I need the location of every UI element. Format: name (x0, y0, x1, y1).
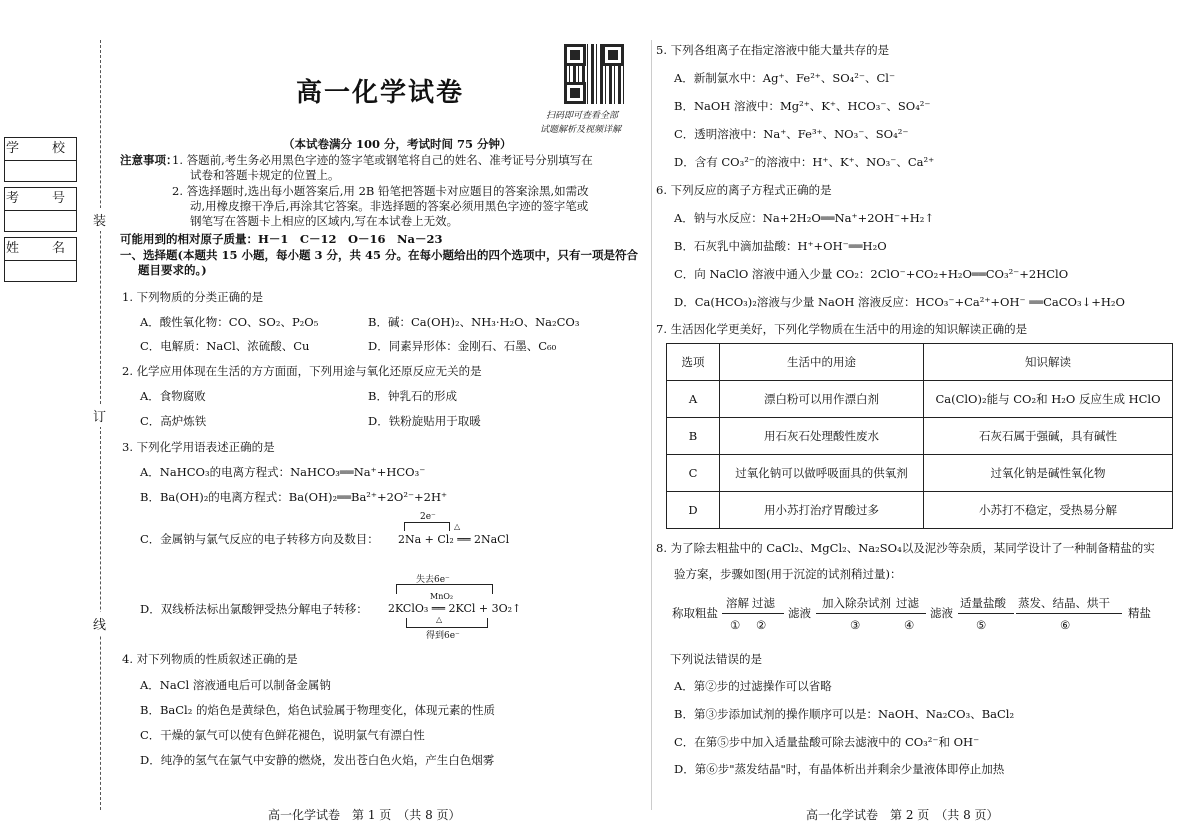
flow-arrow-1 (722, 613, 784, 614)
note-1a: 1. 答题前,考生务必用黑色字迹的签字笔或钢笔将自己的姓名、准考证号分别填写在 (172, 153, 593, 167)
q8-option-b: B．第③步添加试剂的操作顺序可以是：NaOH、Na₂CO₃、BaCl₂ (674, 707, 1015, 721)
q3d-formula: 2KClO₃ ══ 2KCl + 3O₂↑ (388, 602, 522, 615)
q3-option-d: D．双线桥法标出氯酸钾受热分解电子转移： (140, 602, 368, 616)
table-row (667, 418, 1173, 455)
flow-step-4-number: ④ (904, 618, 915, 632)
q3d-equation (386, 572, 526, 640)
note-2c: 钢笔写在答题卡上相应的区域内,写在本试卷上无效。 (190, 214, 459, 228)
flow-start: 称取粗盐 (672, 606, 718, 620)
q3d-gain-arrow (406, 618, 488, 628)
q8-flow-diagram (664, 592, 1184, 638)
flow-step-2-number: ② (756, 618, 767, 632)
q3c-bridge-arrow (404, 522, 450, 531)
qr-caption-1: 扫码即可查看全部 (546, 111, 619, 121)
q5-stem: 5. 下列各组离子在指定溶液中能大量共存的是 (656, 43, 890, 57)
qr-caption-2: 试题解析及视频详解 (540, 125, 622, 135)
q3c-formula: 2Na + Cl₂ ══ 2NaCl (398, 533, 510, 546)
exam-info: （本试卷满分 100 分，考试时间 75 分钟） (283, 137, 512, 151)
flow-step-4-label: 过滤 (896, 596, 919, 610)
school-field[interactable] (5, 161, 76, 181)
flow-arrow-2 (816, 613, 898, 614)
table-cell: A (667, 381, 720, 418)
table-cell: Ca(ClO)₂能与 CO₂和 H₂O 反应生成 HClO (924, 381, 1173, 418)
q3c-equation (392, 512, 512, 552)
q2-option-a: A．食物腐败 (140, 389, 206, 403)
q1-option-c: C．电解质：NaCl、浓硫酸、Cu (140, 339, 310, 353)
note-2a: 2. 答选择题时,选出每小题答案后,用 2B 铅笔把答题卡对应题目的答案涂黑,如需改 (172, 184, 589, 198)
note-1b: 试卷和答题卡规定的位置上。 (190, 168, 340, 182)
flow-filtrate-2: 滤液 (930, 606, 953, 620)
q3-stem: 3. 下列化学用语表述正确的是 (122, 440, 275, 454)
q3-option-b: B．Ba(OH)₂的电离方程式：Ba(OH)₂══Ba²⁺+2O²⁻+2H⁺ (140, 490, 448, 504)
q3c-electron-count: 2e⁻ (420, 512, 436, 522)
q3d-gain-label: 得到6e⁻ (426, 631, 460, 641)
q1-option-b: B．碱：Ca(OH)₂、NH₃·H₂O、Na₂CO₃ (368, 315, 580, 329)
q4-option-a: A．NaCl 溶液通电后可以制备金属钠 (140, 678, 331, 692)
q5-option-b: B．NaOH 溶液中：Mg²⁺、K⁺、HCO₃⁻、SO₄²⁻ (674, 99, 931, 113)
notes-label: 注意事项： (120, 153, 178, 167)
q3-option-a: A．NaHCO₃的电离方程式：NaHCO₃══Na⁺+HCO₃⁻ (140, 465, 426, 479)
q4-stem: 4. 对下列物质的性质叙述正确的是 (122, 652, 298, 666)
note-2b: 动,用橡皮擦干净后,再涂其它答案。非选择题的答案必须用黑色字迹的签字笔或 (190, 199, 589, 213)
flow-arrow-5 (1016, 613, 1122, 614)
flow-step-5-label: 适量盐酸 (960, 596, 1006, 610)
q2-option-d: D．铁粉旋贴用于取暖 (368, 414, 481, 428)
school-label: 学 校 (5, 138, 76, 161)
binding-char-xian: 线 (93, 612, 106, 635)
q4-option-c: C．干燥的氯气可以使有色鲜花褪色，说明氯气有漂白性 (140, 728, 425, 742)
q8-stem: 8. 为了除去粗盐中的 CaCl₂、MgCl₂、Na₂SO₄以及泥沙等杂质，某同学设计了一种制备精盐的实 (656, 541, 1155, 555)
binding-char-ding: 订 (93, 404, 106, 427)
flow-step-6-label: 蒸发、结晶、烘干 (1018, 596, 1110, 610)
flow-step-6-number: ⑥ (1060, 618, 1071, 632)
q8-option-a: A．第②步的过滤操作可以省略 (674, 679, 832, 693)
page-divider (651, 40, 652, 810)
table-cell: C (667, 455, 720, 492)
q5-option-a: A．新制氯水中：Ag⁺、Fe²⁺、SO₄²⁻、Cl⁻ (674, 71, 896, 85)
school-box (4, 137, 77, 182)
name-box (4, 237, 77, 282)
q8-option-d: D．第⑥步"蒸发结晶"时，有晶体析出并剩余少量液体即停止加热 (674, 762, 1005, 776)
qr-code-icon (564, 44, 624, 104)
q8-question: 下列说法错误的是 (670, 652, 762, 666)
exam-number-field[interactable] (5, 211, 76, 231)
binding-char-zhuang: 装 (93, 208, 106, 231)
q7-table (666, 343, 1173, 529)
q1-stem: 1. 下列物质的分类正确的是 (122, 290, 264, 304)
section-1-heading-cont: 题目要求的。) (138, 263, 207, 277)
table-cell: 小苏打不稳定，受热易分解 (924, 492, 1173, 529)
q3c-condition: △ (454, 522, 461, 531)
flow-arrow-3 (892, 613, 926, 614)
q7-stem: 7. 生活因化学更美好，下列化学物质在生活中的用途的知识解读正确的是 (656, 322, 1028, 336)
table-header-cell: 选项 (667, 344, 720, 381)
q2-option-b: B．钟乳石的形成 (368, 389, 457, 403)
q5-option-c: C．透明溶液中：Na⁺、Fe³⁺、NO₃⁻、SO₄²⁻ (674, 127, 909, 141)
table-header-row (667, 344, 1173, 381)
q3d-lose-label: 失去6e⁻ (416, 575, 450, 585)
q1-option-a: A．酸性氧化物：CO、SO₂、P₂O₅ (140, 315, 319, 329)
table-cell: 用石灰石处理酸性废水 (720, 418, 924, 455)
q2-option-c: C．高炉炼铁 (140, 414, 207, 428)
q6-option-a: A．钠与水反应：Na+2H₂O══Na⁺+2OH⁻+H₂↑ (674, 211, 934, 225)
page1-footer: 高一化学试卷 第 1 页 （共 8 页） (268, 808, 461, 822)
table-header-cell: 知识解读 (924, 344, 1173, 381)
exam-number-box (4, 187, 77, 232)
flow-end: 精盐 (1128, 606, 1151, 620)
page2-footer: 高一化学试卷 第 2 页 （共 8 页） (806, 808, 999, 822)
table-row (667, 492, 1173, 529)
flow-arrow-4 (958, 613, 1014, 614)
q3d-condition: △ (436, 615, 443, 624)
atomic-mass: 可能用到的相对原子质量：H－1 C－12 O－16 Na－23 (120, 232, 443, 246)
flow-step-1-number: ① (730, 618, 741, 632)
flow-step-3-label: 加入除杂试剂 (822, 596, 891, 610)
table-cell: 过氧化钠可以做呼吸面具的供氧剂 (720, 455, 924, 492)
q6-option-d: D．Ca(HCO₃)₂溶液与少量 NaOH 溶液反应：HCO₃⁻+Ca²⁺+OH⁻ ══CaCO₃↓+H₂O (674, 295, 1125, 309)
flow-step-5-number: ⑤ (976, 618, 987, 632)
table-cell: D (667, 492, 720, 529)
flow-filtrate-1: 滤液 (788, 606, 811, 620)
q6-option-c: C．向 NaClO 溶液中通入少量 CO₂：2ClO⁻+CO₂+H₂O══CO₃²⁻+2HClO (674, 267, 1069, 281)
q4-option-d: D．纯净的氢气在氯气中安静的燃烧，发出苍白色火焰，产生白色烟雾 (140, 753, 495, 767)
q6-stem: 6. 下列反应的离子方程式正确的是 (656, 183, 832, 197)
table-cell: 石灰石属于强碱，具有碱性 (924, 418, 1173, 455)
q8-stem-cont: 验方案，步骤如图(用于沉淀的试剂稍过量)： (674, 567, 902, 581)
q4-option-b: B．BaCl₂ 的焰色是黄绿色，焰色试验属于物理变化，体现元素的性质 (140, 703, 495, 717)
table-cell: 用小苏打治疗胃酸过多 (720, 492, 924, 529)
table-cell: B (667, 418, 720, 455)
table-row (667, 381, 1173, 418)
name-field[interactable] (5, 261, 76, 281)
table-header-cell: 生活中的用途 (720, 344, 924, 381)
section-1-heading: 一、选择题(本题共 15 小题，每小题 3 分，共 45 分。在每小题给出的四个选项中，只有一项是符合 (120, 248, 638, 262)
exam-number-label: 考 号 (5, 188, 76, 211)
name-label: 姓 名 (5, 238, 76, 261)
flow-step-2-label: 过滤 (752, 596, 775, 610)
q1-option-d: D．同素异形体：金刚石、石墨、C₆₀ (368, 339, 557, 353)
q5-option-d: D．含有 CO₃²⁻的溶液中：H⁺、K⁺、NO₃⁻、Ca²⁺ (674, 155, 935, 169)
q3d-catalyst: MnO₂ (430, 592, 454, 601)
flow-step-3-number: ③ (850, 618, 861, 632)
table-cell: 漂白粉可以用作漂白剂 (720, 381, 924, 418)
table-row (667, 455, 1173, 492)
q8-option-c: C．在第⑤步中加入适量盐酸可除去滤液中的 CO₃²⁻和 OH⁻ (674, 735, 980, 749)
q3-option-c: C．金属钠与氯气反应的电子转移方向及数目： (140, 532, 379, 546)
table-cell: 过氧化钠是碱性氧化物 (924, 455, 1173, 492)
q6-option-b: B．石灰乳中滴加盐酸：H⁺+OH⁻══H₂O (674, 239, 887, 253)
page-title: 高一化学试卷 (296, 78, 465, 108)
flow-step-1-label: 溶解 (726, 596, 749, 610)
q2-stem: 2. 化学应用体现在生活的方方面面，下列用途与氧化还原反应无关的是 (122, 364, 482, 378)
